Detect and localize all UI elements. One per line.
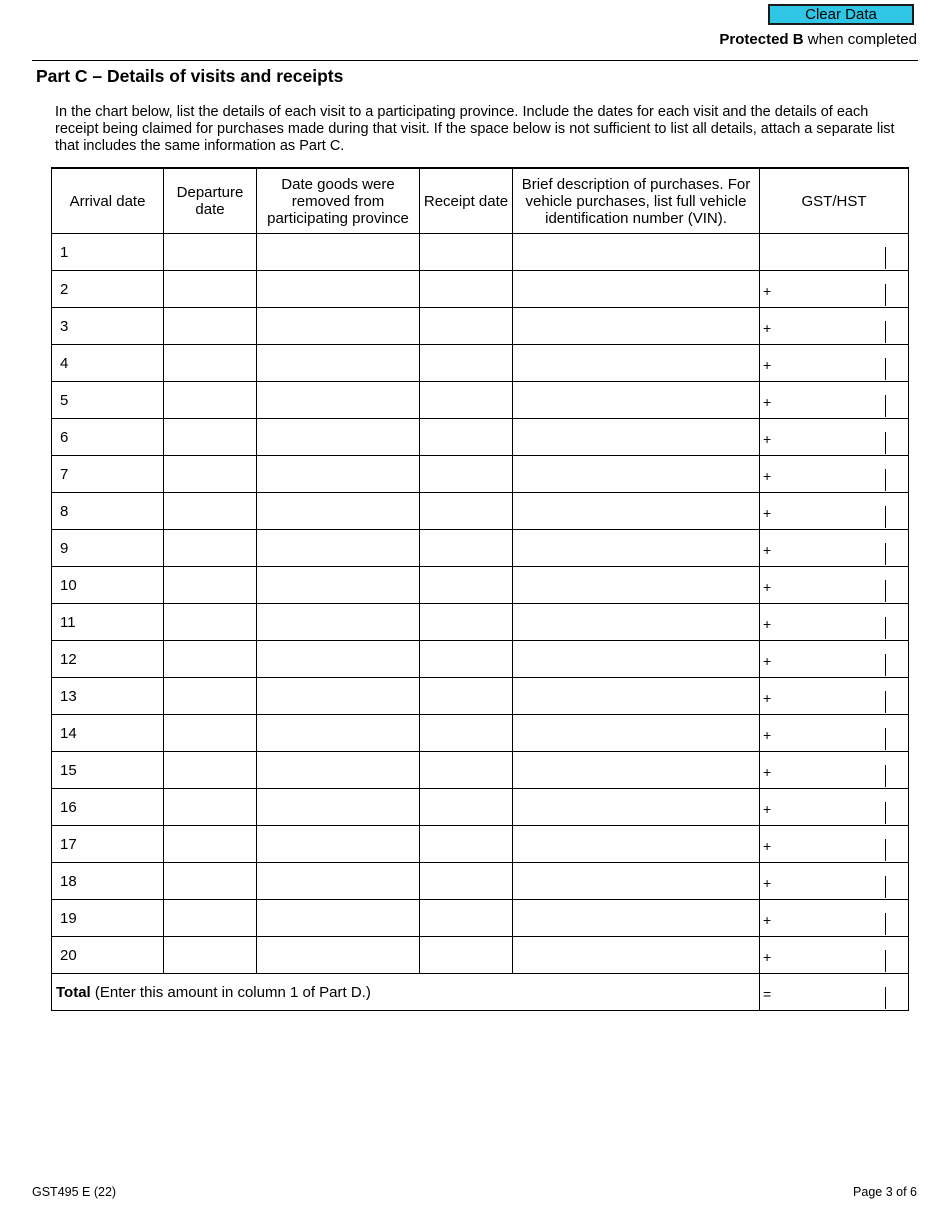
goods-removed-date-field[interactable] (257, 826, 420, 863)
protected-b-label (719, 31, 917, 48)
departure-date-field[interactable] (164, 641, 257, 678)
description-field[interactable] (513, 863, 760, 900)
description-field[interactable] (513, 345, 760, 382)
protected-b-rest: when completed (803, 31, 917, 48)
plus-sign: + (763, 616, 772, 632)
cents-divider (885, 617, 886, 639)
table-row (52, 308, 909, 345)
departure-date-field[interactable] (164, 604, 257, 641)
table-row (52, 382, 909, 419)
departure-date-field[interactable] (164, 937, 257, 974)
cents-divider (885, 913, 886, 935)
table-row (52, 234, 909, 271)
cents-divider (885, 543, 886, 565)
departure-date-field[interactable] (164, 530, 257, 567)
cents-divider (885, 506, 886, 528)
visits-table (51, 167, 909, 1011)
table-row (52, 937, 909, 974)
arrival-date-field[interactable] (52, 678, 164, 715)
table-row (52, 752, 909, 789)
receipt-date-field[interactable] (420, 419, 513, 456)
plus-sign: + (763, 542, 772, 558)
goods-removed-date-field[interactable] (257, 382, 420, 419)
receipt-date-field[interactable] (420, 530, 513, 567)
goods-removed-date-field[interactable] (257, 493, 420, 530)
departure-date-field[interactable] (164, 234, 257, 271)
row-number: 17 (60, 835, 77, 853)
cents-divider (885, 395, 886, 417)
departure-date-field[interactable] (164, 456, 257, 493)
row-number: 18 (60, 872, 77, 890)
description-field[interactable] (513, 530, 760, 567)
receipt-date-field[interactable] (420, 345, 513, 382)
form-identifier: GST495 E (22) (32, 1185, 117, 1199)
arrival-date-field[interactable] (52, 419, 164, 456)
gst-hst-amount-field[interactable] (760, 530, 909, 567)
receipt-date-field[interactable] (420, 456, 513, 493)
receipt-date-field[interactable] (420, 641, 513, 678)
receipt-date-field[interactable] (420, 789, 513, 826)
description-field[interactable] (513, 641, 760, 678)
col-arrival-date: Arrival date (52, 168, 164, 234)
gst-hst-amount-field[interactable] (760, 308, 909, 345)
row-number: 13 (60, 687, 77, 705)
plus-sign: + (763, 653, 772, 669)
description-field[interactable] (513, 900, 760, 937)
plus-sign: + (763, 690, 772, 706)
row-number: 14 (60, 724, 77, 742)
page-number: Page 3 of 6 (853, 1185, 917, 1199)
table-row (52, 567, 909, 604)
table-header-row (52, 168, 909, 234)
cents-divider (885, 876, 886, 898)
cents-divider (885, 839, 886, 861)
table-row (52, 604, 909, 641)
table-row (52, 419, 909, 456)
description-field[interactable] (513, 678, 760, 715)
arrival-date-field[interactable] (52, 345, 164, 382)
receipt-date-field[interactable] (420, 308, 513, 345)
goods-removed-date-field[interactable] (257, 271, 420, 308)
description-field[interactable] (513, 715, 760, 752)
cents-divider (885, 469, 886, 491)
arrival-date-field[interactable] (52, 530, 164, 567)
equals-sign: = (763, 986, 772, 1002)
goods-removed-date-field[interactable] (257, 900, 420, 937)
departure-date-field[interactable] (164, 308, 257, 345)
plus-sign: + (763, 357, 772, 373)
departure-date-field[interactable] (164, 715, 257, 752)
cents-divider (885, 432, 886, 454)
description-field[interactable] (513, 826, 760, 863)
description-field[interactable] (513, 567, 760, 604)
gst-hst-amount-field[interactable] (760, 493, 909, 530)
description-field[interactable] (513, 604, 760, 641)
gst-hst-amount-field[interactable] (760, 789, 909, 826)
description-field[interactable] (513, 419, 760, 456)
receipt-date-field[interactable] (420, 234, 513, 271)
cents-divider (885, 802, 886, 824)
receipt-date-field[interactable] (420, 271, 513, 308)
gst-hst-amount-field[interactable] (760, 234, 909, 271)
plus-sign: + (763, 912, 772, 928)
departure-date-field[interactable] (164, 345, 257, 382)
receipt-date-field[interactable] (420, 863, 513, 900)
arrival-date-field[interactable] (52, 641, 164, 678)
description-field[interactable] (513, 271, 760, 308)
goods-removed-date-field[interactable] (257, 789, 420, 826)
receipt-date-field[interactable] (420, 937, 513, 974)
gst-hst-amount-field[interactable] (760, 678, 909, 715)
description-field[interactable] (513, 789, 760, 826)
plus-sign: + (763, 838, 772, 854)
receipt-date-field[interactable] (420, 604, 513, 641)
row-number: 6 (60, 428, 69, 446)
description-field[interactable] (513, 937, 760, 974)
receipt-date-field[interactable] (420, 382, 513, 419)
arrival-date-field[interactable] (52, 271, 164, 308)
row-number: 2 (60, 280, 69, 298)
arrival-date-field[interactable] (52, 308, 164, 345)
row-number: 19 (60, 909, 77, 927)
clear-data-button[interactable]: Clear Data (768, 4, 914, 25)
departure-date-field[interactable] (164, 826, 257, 863)
gst-hst-amount-field[interactable] (760, 752, 909, 789)
departure-date-field[interactable] (164, 271, 257, 308)
plus-sign: + (763, 320, 772, 336)
gst-hst-amount-field[interactable] (760, 345, 909, 382)
total-row (52, 974, 909, 1011)
departure-date-field[interactable] (164, 863, 257, 900)
table-row (52, 641, 909, 678)
table-row (52, 900, 909, 937)
cents-divider (885, 247, 886, 269)
goods-removed-date-field[interactable] (257, 937, 420, 974)
total-label-bold: Total (56, 983, 91, 1001)
gst-hst-amount-field[interactable] (760, 641, 909, 678)
arrival-date-field[interactable] (52, 456, 164, 493)
description-field[interactable] (513, 752, 760, 789)
departure-date-field[interactable] (164, 900, 257, 937)
arrival-date-field[interactable] (52, 493, 164, 530)
goods-removed-date-field[interactable] (257, 567, 420, 604)
row-number: 1 (60, 243, 69, 261)
departure-date-field[interactable] (164, 678, 257, 715)
receipt-date-field[interactable] (420, 826, 513, 863)
goods-removed-date-field[interactable] (257, 715, 420, 752)
plus-sign: + (763, 468, 772, 484)
goods-removed-date-field[interactable] (257, 456, 420, 493)
goods-removed-date-field[interactable] (257, 530, 420, 567)
receipt-date-field[interactable] (420, 493, 513, 530)
arrival-date-field[interactable] (52, 937, 164, 974)
part-intro: In the chart below, list the details of each visit to a participating province. Include the dates for each visit and the details of each receipt being claimed for purchases made during that visit. If the space below is not sufficient to list all details, attach a separate list that includes the same information as Part C. (55, 104, 895, 154)
cents-divider (885, 950, 886, 972)
cents-divider (885, 987, 886, 1009)
cents-divider (885, 765, 886, 787)
gst-hst-amount-field[interactable] (760, 419, 909, 456)
plus-sign: + (763, 505, 772, 521)
row-number: 16 (60, 798, 77, 816)
table-row (52, 678, 909, 715)
arrival-date-field[interactable] (52, 789, 164, 826)
gst-hst-amount-field[interactable] (760, 826, 909, 863)
cents-divider (885, 691, 886, 713)
departure-date-field[interactable] (164, 567, 257, 604)
description-field[interactable] (513, 456, 760, 493)
table-row (52, 863, 909, 900)
receipt-date-field[interactable] (420, 900, 513, 937)
col-departure-date: Departure date (164, 168, 257, 234)
gst-hst-amount-field[interactable] (760, 715, 909, 752)
arrival-date-field[interactable] (52, 382, 164, 419)
goods-removed-date-field[interactable] (257, 604, 420, 641)
total-amount-field[interactable] (760, 974, 909, 1011)
col-receipt-date: Receipt date (420, 168, 513, 234)
table-row (52, 530, 909, 567)
cents-divider (885, 580, 886, 602)
row-number: 9 (60, 539, 69, 557)
goods-removed-date-field[interactable] (257, 234, 420, 271)
description-field[interactable] (513, 493, 760, 530)
cents-divider (885, 728, 886, 750)
arrival-date-field[interactable] (52, 715, 164, 752)
goods-removed-date-field[interactable] (257, 678, 420, 715)
plus-sign: + (763, 875, 772, 891)
goods-removed-date-field[interactable] (257, 419, 420, 456)
col-date-goods-removed: Date goods were removed from participating province (257, 168, 420, 234)
table-row (52, 826, 909, 863)
protected-b-bold: Protected B (719, 31, 804, 48)
part-title: Part C – Details of visits and receipts (36, 66, 344, 86)
gst-hst-amount-field[interactable] (760, 456, 909, 493)
table-row (52, 715, 909, 752)
plus-sign: + (763, 949, 772, 965)
gst-hst-amount-field[interactable] (760, 863, 909, 900)
goods-removed-date-field[interactable] (257, 863, 420, 900)
arrival-date-field[interactable] (52, 863, 164, 900)
header-divider (32, 60, 918, 61)
row-number: 10 (60, 576, 77, 594)
row-number: 15 (60, 761, 77, 779)
arrival-date-field[interactable] (52, 234, 164, 271)
goods-removed-date-field[interactable] (257, 345, 420, 382)
row-number: 20 (60, 946, 77, 964)
row-number: 4 (60, 354, 69, 372)
departure-date-field[interactable] (164, 789, 257, 826)
gst-hst-amount-field[interactable] (760, 900, 909, 937)
total-label (52, 974, 760, 1011)
arrival-date-field[interactable] (52, 604, 164, 641)
table-row (52, 271, 909, 308)
goods-removed-date-field[interactable] (257, 308, 420, 345)
receipt-date-field[interactable] (420, 678, 513, 715)
total-label-rest: (Enter this amount in column 1 of Part D.) (90, 983, 371, 1001)
arrival-date-field[interactable] (52, 752, 164, 789)
plus-sign: + (763, 283, 772, 299)
plus-sign: + (763, 764, 772, 780)
arrival-date-field[interactable] (52, 567, 164, 604)
table-row (52, 456, 909, 493)
col-description: Brief description of purchases. For vehicle purchases, list full vehicle identification number (VIN). (513, 168, 760, 234)
row-number: 11 (60, 613, 76, 631)
cents-divider (885, 321, 886, 343)
plus-sign: + (763, 394, 772, 410)
table-row (52, 493, 909, 530)
row-number: 3 (60, 317, 69, 335)
departure-date-field[interactable] (164, 752, 257, 789)
description-field[interactable] (513, 382, 760, 419)
gst-hst-amount-field[interactable] (760, 271, 909, 308)
row-number: 8 (60, 502, 69, 520)
plus-sign: + (763, 431, 772, 447)
plus-sign: + (763, 801, 772, 817)
arrival-date-field[interactable] (52, 826, 164, 863)
description-field[interactable] (513, 308, 760, 345)
plus-sign: + (763, 727, 772, 743)
goods-removed-date-field[interactable] (257, 752, 420, 789)
departure-date-field[interactable] (164, 419, 257, 456)
description-field[interactable] (513, 234, 760, 271)
gst-hst-amount-field[interactable] (760, 567, 909, 604)
cents-divider (885, 358, 886, 380)
receipt-date-field[interactable] (420, 567, 513, 604)
plus-sign: + (763, 579, 772, 595)
col-gst-hst: GST/HST (760, 168, 909, 234)
goods-removed-date-field[interactable] (257, 641, 420, 678)
gst-hst-amount-field[interactable] (760, 937, 909, 974)
row-number: 7 (60, 465, 69, 483)
row-number: 5 (60, 391, 69, 409)
departure-date-field[interactable] (164, 382, 257, 419)
receipt-date-field[interactable] (420, 715, 513, 752)
row-number: 12 (60, 650, 77, 668)
gst-hst-amount-field[interactable] (760, 604, 909, 641)
receipt-date-field[interactable] (420, 752, 513, 789)
arrival-date-field[interactable] (52, 900, 164, 937)
table-row (52, 789, 909, 826)
cents-divider (885, 284, 886, 306)
gst-hst-amount-field[interactable] (760, 382, 909, 419)
cents-divider (885, 654, 886, 676)
departure-date-field[interactable] (164, 493, 257, 530)
table-row (52, 345, 909, 382)
